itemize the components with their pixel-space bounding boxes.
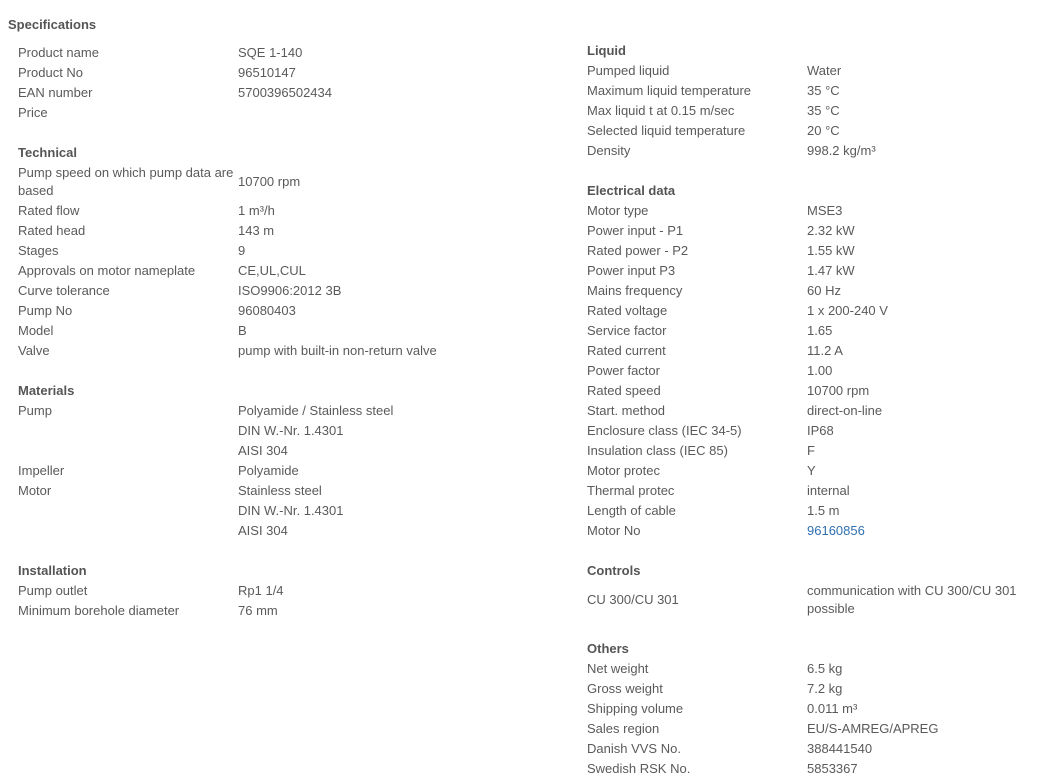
spec-value: Water <box>807 63 842 78</box>
section-heading-materials: Materials <box>18 383 75 398</box>
spec-value: EU/S-AMREG/APREG <box>807 721 939 736</box>
spec-label: Approvals on motor nameplate <box>18 263 196 278</box>
spec-label: Gross weight <box>587 681 663 696</box>
spec-label: Valve <box>18 343 50 358</box>
spec-value: direct-on-line <box>807 403 883 418</box>
section-heading-technical: Technical <box>18 145 78 160</box>
spec-value: AISI 304 <box>238 523 288 538</box>
spec-label: Sales region <box>587 721 660 736</box>
spec-value: 1.00 <box>807 363 833 378</box>
spec-label: Length of cable <box>587 503 676 518</box>
spec-value: 5700396502434 <box>238 85 332 100</box>
spec-value: 35 °C <box>807 103 840 118</box>
spec-value: 1.55 kW <box>807 243 855 258</box>
spec-value: MSE3 <box>807 203 843 218</box>
spec-value: communication with CU 300/CU 301 possible <box>807 583 1017 616</box>
spec-label: CU 300/CU 301 <box>587 592 679 607</box>
spec-value: 6.5 kg <box>807 661 843 676</box>
spec-value: 60 Hz <box>807 283 841 298</box>
spec-value: pump with built-in non-return valve <box>238 343 437 358</box>
spec-label: Rated head <box>18 223 86 238</box>
spec-label: Power factor <box>587 363 660 378</box>
spec-value: 96080403 <box>238 303 296 318</box>
spec-label: Rated flow <box>18 203 80 218</box>
spec-value: 5853367 <box>807 761 858 776</box>
spec-label: Rated speed <box>587 383 661 398</box>
spec-label: Price <box>18 105 48 120</box>
motor-no-link[interactable]: 96160856 <box>807 523 865 538</box>
spec-value: 1 m³/h <box>238 203 275 218</box>
spec-value: IP68 <box>807 423 834 438</box>
spec-value: ISO9906:2012 3B <box>238 283 342 298</box>
section-heading-others: Others <box>587 641 629 656</box>
spec-label: Motor No <box>587 523 641 538</box>
spec-value: 2.32 kW <box>807 223 855 238</box>
spec-value: 35 °C <box>807 83 840 98</box>
spec-row-pump-speed <box>18 163 558 201</box>
spec-label: Stages <box>18 243 59 258</box>
spec-value: 9 <box>238 243 246 258</box>
spec-label: Pumped liquid <box>587 63 670 78</box>
section-heading-installation: Installation <box>18 563 87 578</box>
spec-label: Shipping volume <box>587 701 684 716</box>
spec-label: Enclosure class (IEC 34-5) <box>587 423 742 438</box>
spec-value: 998.2 kg/m³ <box>807 143 876 158</box>
spec-value: B <box>238 323 247 338</box>
spec-label: Product name <box>18 45 99 60</box>
spec-value: 7.2 kg <box>807 681 843 696</box>
spec-value: Stainless steel <box>238 483 322 498</box>
spec-value: Rp1 1/4 <box>238 583 284 598</box>
spec-value: 388441540 <box>807 741 873 756</box>
spec-label: Motor <box>18 483 52 498</box>
spec-label: Service factor <box>587 323 667 338</box>
spec-value: 10700 rpm <box>238 174 301 189</box>
spec-label: EAN number <box>18 85 93 100</box>
spec-label: Minimum borehole diameter <box>18 603 180 618</box>
spec-value: 1.47 kW <box>807 263 855 278</box>
spec-label: Rated voltage <box>587 303 668 318</box>
spec-label: Rated power - P2 <box>587 243 689 258</box>
spec-value: Polyamide / Stainless steel <box>238 403 394 418</box>
spec-label: Motor protec <box>587 463 660 478</box>
spec-label: Impeller <box>18 463 65 478</box>
spec-label: Product No <box>18 65 84 80</box>
spec-label: Motor type <box>587 203 649 218</box>
spec-label: Pump outlet <box>18 583 88 598</box>
spec-label: Rated current <box>587 343 666 358</box>
section-heading-controls: Controls <box>587 563 641 578</box>
spec-value: 0.011 m³ <box>807 701 858 716</box>
spec-value: 20 °C <box>807 123 840 138</box>
spec-label: Mains frequency <box>587 283 683 298</box>
spec-value: internal <box>807 483 850 498</box>
spec-value: 1.65 <box>807 323 833 338</box>
spec-value: Y <box>807 463 816 478</box>
spec-label: Thermal protec <box>587 483 675 498</box>
spec-value: 1.5 m <box>807 503 840 518</box>
spec-label: Maximum liquid temperature <box>587 83 752 98</box>
page-title: Specifications <box>8 17 97 32</box>
spec-label: Pump speed on which pump data are based <box>18 165 234 198</box>
spec-label: Pump No <box>18 303 73 318</box>
spec-row-cu300 <box>587 581 1032 619</box>
spec-value: AISI 304 <box>238 443 288 458</box>
spec-label: Danish VVS No. <box>587 741 681 756</box>
spec-value: 76 mm <box>238 603 278 618</box>
spec-label: Pump <box>18 403 52 418</box>
spec-value: 10700 rpm <box>807 383 870 398</box>
spec-value: 11.2 A <box>807 343 843 358</box>
spec-value: SQE 1-140 <box>238 45 303 60</box>
spec-value: 96510147 <box>238 65 296 80</box>
spec-label: Model <box>18 323 54 338</box>
spec-label: Power input - P1 <box>587 223 684 238</box>
spec-value: DIN W.-Nr. 1.4301 <box>238 423 344 438</box>
spec-label: Swedish RSK No. <box>587 761 691 776</box>
spec-label: Net weight <box>587 661 649 676</box>
spec-value: 143 m <box>238 223 275 238</box>
spec-label: Power input P3 <box>587 263 676 278</box>
spec-label: Max liquid t at 0.15 m/sec <box>587 103 735 118</box>
spec-label: Density <box>587 143 631 158</box>
section-heading-liquid: Liquid <box>587 43 626 58</box>
spec-value: DIN W.-Nr. 1.4301 <box>238 503 344 518</box>
spec-label: Start. method <box>587 403 666 418</box>
spec-label: Insulation class (IEC 85) <box>587 443 728 458</box>
spec-value: 1 x 200-240 V <box>807 303 888 318</box>
spec-label: Curve tolerance <box>18 283 110 298</box>
spec-value: CE,UL,CUL <box>238 263 306 278</box>
spec-label: Selected liquid temperature <box>587 123 746 138</box>
section-heading-electrical: Electrical data <box>587 183 676 198</box>
spec-value: Polyamide <box>238 463 299 478</box>
spec-value: F <box>807 443 815 458</box>
